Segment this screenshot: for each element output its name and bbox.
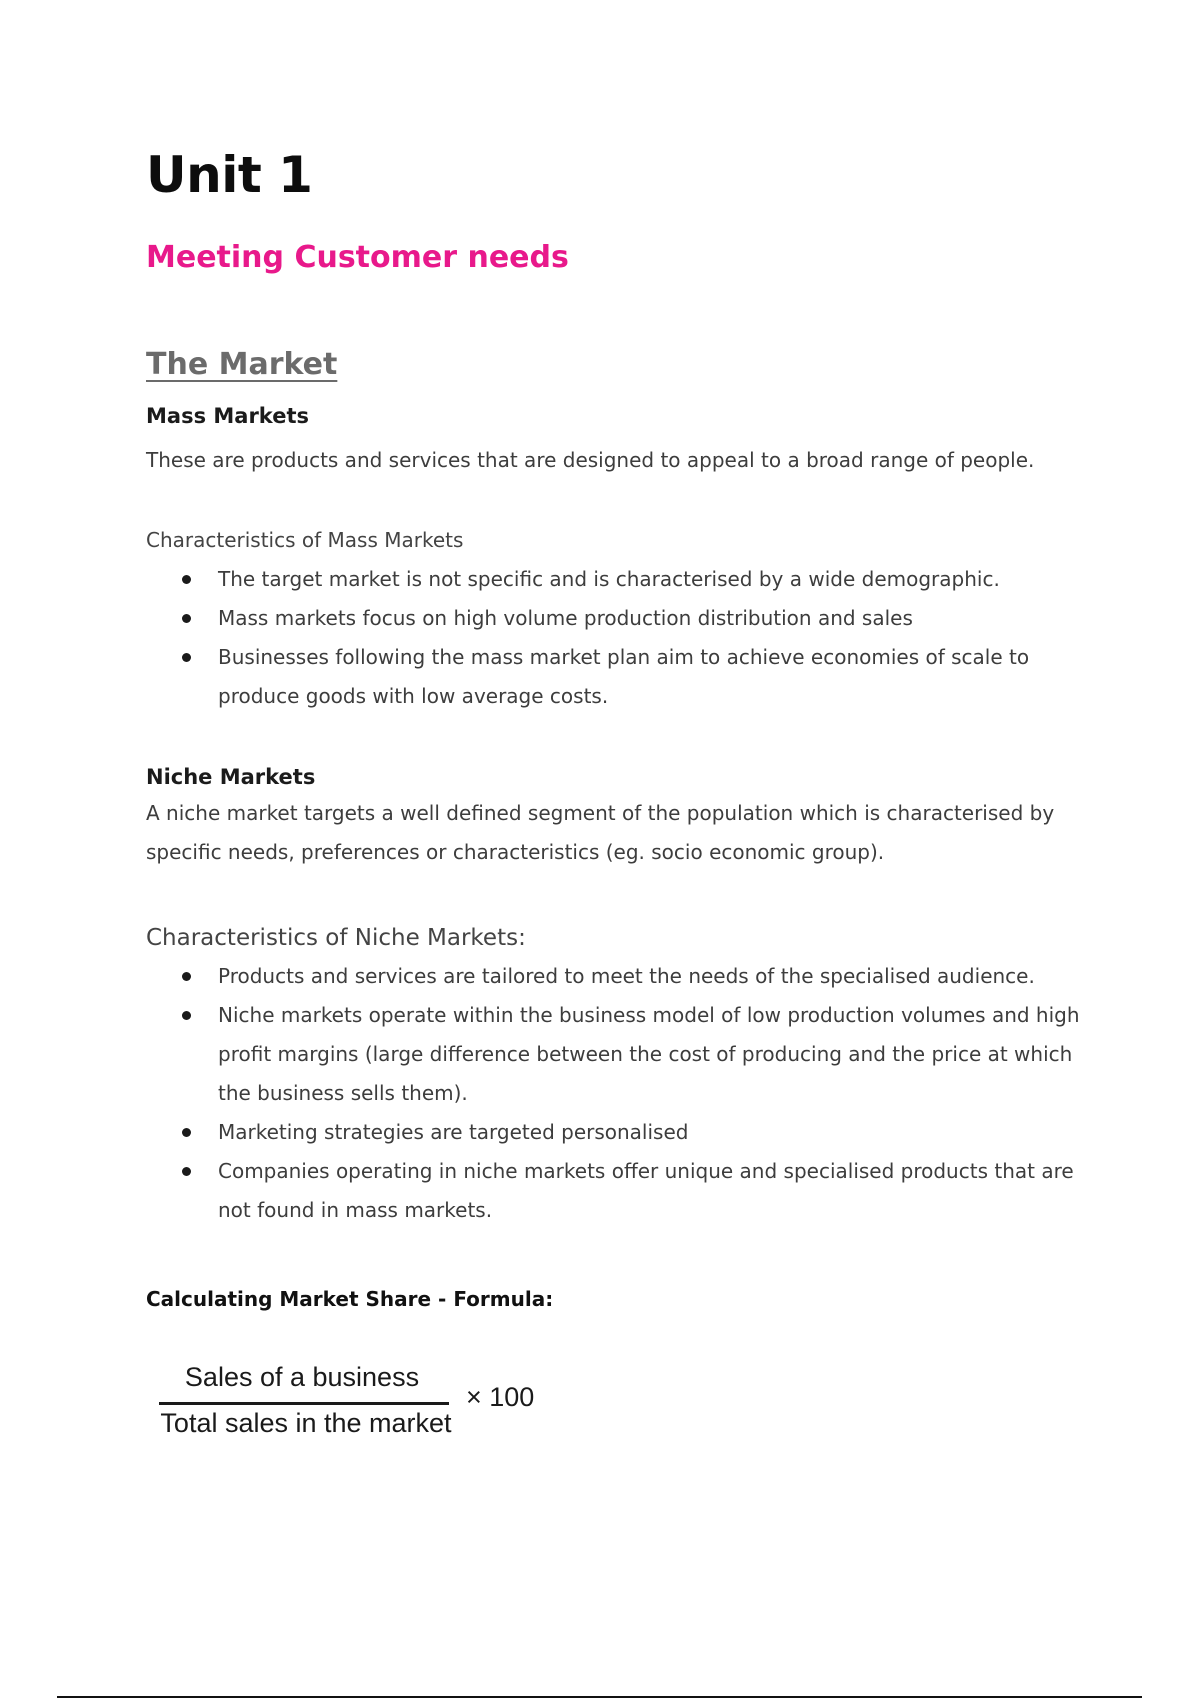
niche-characteristics-label: Characteristics of Niche Markets: bbox=[146, 925, 526, 951]
section-title: The Market bbox=[146, 347, 338, 382]
bullet-icon bbox=[182, 972, 191, 981]
list-item: Marketing strategies are targeted personalised bbox=[146, 1113, 1096, 1152]
fraction-bar bbox=[159, 1402, 449, 1405]
bullet-icon bbox=[182, 614, 191, 623]
list-item: Products and services are tailored to meet the needs of the specialised audience. bbox=[146, 957, 1096, 996]
mass-characteristics-section bbox=[146, 528, 1096, 716]
list-item: Mass markets focus on high volume production distribution and sales bbox=[146, 599, 1096, 638]
market-share-formula bbox=[156, 1362, 596, 1462]
bullet-icon bbox=[182, 1167, 191, 1176]
subtitle: Meeting Customer needs bbox=[146, 240, 569, 275]
unit-title: Unit 1 bbox=[146, 146, 313, 204]
niche-markets-section bbox=[146, 765, 1096, 872]
niche-markets-description: A niche market targets a well defined segment of the population which is characterised by specific needs, preferences or characteristics (eg. socio economic group). bbox=[146, 801, 1055, 864]
bullet-icon bbox=[182, 653, 191, 662]
list-item: Niche markets operate within the business model of low production volumes and high profit margins (large difference between the cost of producing and the price at which the business sells them). bbox=[146, 996, 1096, 1113]
formula-multiplier: × 100 bbox=[466, 1382, 535, 1412]
mass-characteristics-list bbox=[146, 560, 1096, 716]
niche-characteristics-list bbox=[146, 957, 1096, 1230]
mass-characteristics-label: Characteristics of Mass Markets bbox=[146, 528, 464, 552]
list-item: The target market is not specific and is characterised by a wide demographic. bbox=[146, 560, 1096, 599]
bullet-icon bbox=[182, 1128, 191, 1137]
page-bottom-divider bbox=[57, 1696, 1142, 1698]
mass-markets-description: These are products and services that are designed to appeal to a broad range of people. bbox=[146, 448, 1035, 472]
formula-denominator: Total sales in the market bbox=[160, 1408, 452, 1438]
mass-markets-section bbox=[146, 404, 1096, 480]
niche-markets-heading: Niche Markets bbox=[146, 765, 316, 789]
bullet-icon bbox=[182, 1011, 191, 1020]
niche-characteristics-section bbox=[146, 925, 1096, 1230]
list-item: Companies operating in niche markets offer unique and specialised products that are not found in mass markets. bbox=[146, 1152, 1096, 1230]
bullet-icon bbox=[182, 575, 191, 584]
formula-label: Calculating Market Share - Formula: bbox=[146, 1287, 554, 1311]
list-item: Businesses following the mass market plan aim to achieve economies of scale to produce goods with low average costs. bbox=[146, 638, 1096, 716]
mass-markets-heading: Mass Markets bbox=[146, 404, 309, 428]
formula-section bbox=[146, 1287, 1096, 1311]
formula-numerator: Sales of a business bbox=[184, 1362, 420, 1392]
